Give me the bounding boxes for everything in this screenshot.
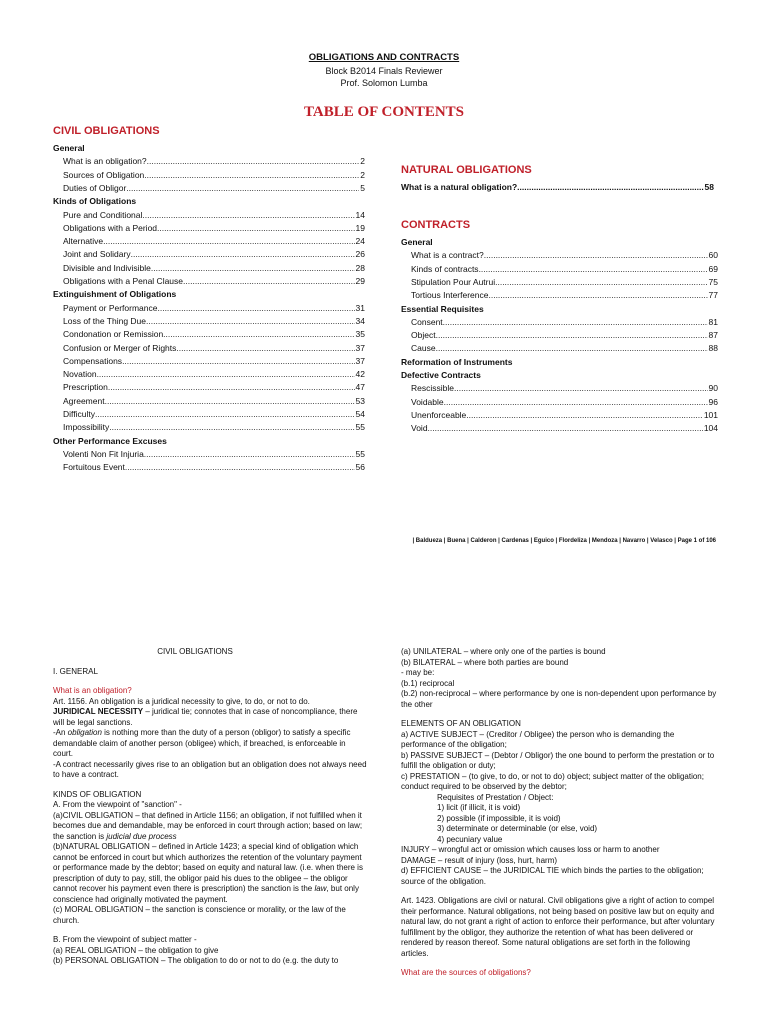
toc-entry-label: Fortuitous Event bbox=[63, 462, 125, 473]
toc-group-label: General bbox=[401, 237, 433, 247]
toc-entry-label: Alternative bbox=[63, 236, 104, 247]
toc-leader-dots bbox=[103, 236, 354, 246]
toc-leader-dots bbox=[109, 422, 354, 432]
toc-entry[interactable] bbox=[63, 409, 365, 419]
toc-leader-dots bbox=[122, 356, 354, 366]
toc-group-label: Defective Contracts bbox=[401, 370, 481, 380]
toc-entry-label: Duties of Obligor bbox=[63, 182, 127, 193]
toc-entry[interactable] bbox=[411, 410, 718, 420]
toc-leader-dots bbox=[142, 210, 354, 220]
natural-obligations-heading: NATURAL OBLIGATIONS bbox=[401, 164, 532, 176]
requisites-title: Requisites of Prestation / Object: bbox=[437, 792, 554, 802]
contracts-heading: CONTRACTS bbox=[401, 219, 471, 231]
toc-entry[interactable] bbox=[63, 183, 365, 193]
toc-group-label: Other Performance Excuses bbox=[53, 435, 167, 446]
toc-leader-dots bbox=[428, 423, 703, 433]
toc-entry-page: 29 bbox=[355, 276, 365, 286]
toc-entry-page: 42 bbox=[355, 369, 365, 380]
toc-leader-dots bbox=[466, 410, 703, 420]
toc-entry-label: Novation bbox=[63, 369, 97, 380]
toc-leader-dots bbox=[126, 183, 359, 193]
toc-leader-dots bbox=[157, 303, 354, 313]
page2-left-column bbox=[53, 647, 367, 967]
toc-leader-dots bbox=[176, 343, 354, 353]
toc-entry-page: 96 bbox=[708, 396, 718, 407]
toc-entry-label: Divisible and Indivisible bbox=[63, 262, 151, 273]
toc-entry[interactable] bbox=[63, 396, 365, 406]
document-author: Prof. Solomon Lumba bbox=[340, 78, 428, 88]
toc-entry[interactable] bbox=[411, 423, 718, 433]
toc-entry[interactable] bbox=[411, 383, 718, 393]
toc-entry[interactable]: What is a natural obligation? ..... 58 bbox=[401, 182, 714, 192]
toc-leader-dots bbox=[151, 263, 355, 273]
toc-title: TABLE OF CONTENTS bbox=[303, 104, 465, 120]
toc-entry[interactable] bbox=[63, 329, 365, 339]
subheading: ELEMENTS OF AN OBLIGATION bbox=[401, 719, 521, 728]
toc-entry-page: 14 bbox=[355, 209, 365, 220]
toc-entry-page: 31 bbox=[355, 302, 365, 313]
paragraph: (a) UNILATERAL – where only one of the parties is bound bbox=[401, 647, 606, 656]
toc-entry[interactable] bbox=[411, 397, 718, 407]
toc-leader-dots bbox=[125, 462, 355, 472]
toc-group-label: Kinds of Obligations bbox=[53, 196, 137, 207]
toc-group-label: General bbox=[53, 143, 85, 153]
document-subtitle: Block B2014 Finals Reviewer bbox=[325, 66, 443, 76]
toc-leader-dots bbox=[157, 223, 355, 233]
paragraph: d) EFFICIENT CAUSE – the JURIDICAL TIE which binds the parties to the obligation; source of the obligation. bbox=[401, 866, 704, 886]
toc-entry[interactable] bbox=[63, 156, 365, 166]
section-heading: I. GENERAL bbox=[53, 666, 98, 676]
question-heading: What are the sources of obligations? bbox=[401, 968, 531, 977]
toc-entry[interactable] bbox=[63, 263, 365, 273]
toc-entry-label: Joint and Solidary bbox=[63, 249, 131, 260]
toc-entry-label: Rescissible bbox=[411, 383, 454, 394]
toc-entry-page: 35 bbox=[355, 329, 365, 340]
paragraph: INJURY – wrongful act or omission which causes loss or harm to another bbox=[401, 845, 660, 854]
toc-entry[interactable] bbox=[411, 277, 718, 287]
paragraph: - may be: bbox=[401, 668, 435, 677]
toc-leader-dots bbox=[444, 397, 708, 407]
toc-entry-label: Unenforceable bbox=[411, 409, 467, 420]
requisite-item: 2) possible (if impossible, it is void) bbox=[437, 813, 561, 823]
toc-entry-label: Condonation or Remission bbox=[63, 329, 164, 340]
toc-leader-dots bbox=[147, 156, 360, 166]
toc-entry-page: 28 bbox=[355, 262, 365, 273]
toc-leader-dots bbox=[436, 343, 708, 353]
toc-entry-label: Pure and Conditional bbox=[63, 209, 143, 220]
requisite-item: 1) licit (if illicit, it is void) bbox=[437, 803, 521, 812]
toc-entry[interactable] bbox=[63, 276, 365, 286]
paragraph: (b) BILATERAL – where both parties are bound bbox=[401, 657, 569, 667]
paragraph: (b.1) reciprocal bbox=[401, 678, 455, 688]
toc-leader-dots bbox=[95, 409, 355, 419]
paragraph: (a) REAL OBLIGATION – the obligation to give bbox=[53, 945, 219, 955]
paragraph: (a)CIVIL OBLIGATION – that defined in Article 1156; an obligation, if not fulfilled when it becomes due and demandable, may be enforced in court through action; based on law; the sanction is judicial due process bbox=[53, 810, 363, 841]
toc-entry-label: Volenti Non Fit Injuria bbox=[63, 448, 144, 459]
paragraph: (c) MORAL OBLIGATION – the sanction is conscience or morality, or the law of the church. bbox=[53, 905, 346, 925]
toc-group-label: Essential Requisites bbox=[401, 303, 484, 314]
toc-entry[interactable] bbox=[63, 236, 365, 246]
toc-entry[interactable] bbox=[63, 369, 365, 379]
toc-leader-dots bbox=[144, 170, 359, 180]
toc-entry[interactable] bbox=[63, 249, 365, 259]
toc-entry[interactable] bbox=[63, 170, 365, 180]
toc-entry-label: Impossibility bbox=[63, 422, 110, 433]
toc-entry-page: 24 bbox=[355, 236, 365, 247]
toc-leader-dots bbox=[97, 369, 355, 379]
document-title: OBLIGATIONS AND CONTRACTS bbox=[308, 52, 460, 63]
toc-entry-label: Loss of the Thing Due bbox=[63, 315, 147, 326]
toc-entry-label: Payment or Performance bbox=[63, 302, 158, 313]
toc-entry[interactable] bbox=[411, 330, 718, 340]
toc-entry-page: 77 bbox=[708, 290, 718, 301]
page2-right-column bbox=[401, 647, 719, 979]
paragraph: -An obligation is nothing more than the duty of a person (obligor) to satisfy a specific demandable claim of another person (obligee) which, if breached, is enforceable in court. bbox=[53, 728, 351, 758]
toc-leader-dots bbox=[146, 316, 355, 326]
toc-entry-page: 88 bbox=[708, 343, 718, 354]
toc-leader-dots bbox=[163, 329, 354, 339]
toc-entry-page: 5 bbox=[360, 182, 365, 193]
toc-group-label: Extinguishment of Obligations bbox=[53, 289, 177, 300]
section-title: CIVIL OBLIGATIONS bbox=[157, 647, 233, 656]
paragraph: (b.2) non-reciprocal – where performance by one is non-dependent upon performance by the other bbox=[401, 689, 717, 709]
toc-leader-dots bbox=[144, 449, 355, 459]
toc-entry-page: 104 bbox=[703, 423, 718, 434]
toc-entry[interactable] bbox=[411, 317, 718, 327]
toc-entry-page: 37 bbox=[355, 342, 365, 353]
toc-entry-page: 34 bbox=[355, 315, 365, 326]
paragraph: -A contract necessarily gives rise to an obligation but an obligation does not always need to have a contract. bbox=[53, 759, 367, 779]
paragraph: (b) PERSONAL OBLIGATION – The obligation to do or not to do (e.g. the duty to bbox=[53, 956, 339, 965]
toc-entry-page: 75 bbox=[708, 276, 718, 287]
toc-entry-label: Obligations with a Penal Clause bbox=[63, 276, 184, 286]
toc-entry-page: 19 bbox=[355, 222, 365, 233]
toc-entry-page: 37 bbox=[355, 355, 365, 366]
toc-entry-page: 55 bbox=[355, 422, 365, 433]
toc-leader-dots bbox=[131, 249, 355, 259]
toc-leader-dots bbox=[183, 276, 355, 286]
toc-leader-dots bbox=[454, 383, 708, 393]
toc-entry-label: Confusion or Merger of Rights bbox=[63, 342, 177, 353]
toc-entry-page: 54 bbox=[355, 409, 365, 419]
toc-entry[interactable] bbox=[63, 449, 365, 459]
toc-entry[interactable] bbox=[63, 422, 365, 432]
toc-leader-dots bbox=[436, 330, 708, 340]
toc-entry-label: Obligations with a Period bbox=[63, 222, 158, 233]
toc-entry[interactable] bbox=[63, 303, 365, 313]
subheading: KINDS OF OBLIGATION bbox=[53, 789, 142, 799]
toc-entry-label: Consent bbox=[411, 316, 443, 327]
question-heading: What is an obligation? bbox=[53, 686, 132, 695]
toc-entry-label: Prescription bbox=[63, 382, 108, 393]
toc-entry[interactable] bbox=[411, 343, 718, 353]
toc-leader-dots bbox=[443, 317, 708, 327]
toc-entry-label: Void bbox=[411, 423, 428, 434]
toc-leader-dots bbox=[108, 382, 355, 392]
toc-entry-page: 2 bbox=[360, 156, 365, 167]
paragraph: DAMAGE – result of injury (loss, hurt, harm) bbox=[401, 855, 558, 865]
toc-entry-page: 56 bbox=[355, 462, 365, 473]
toc-leader-dots bbox=[479, 264, 708, 274]
toc-entry[interactable] bbox=[63, 462, 365, 472]
toc-entry-label: Kinds of contracts bbox=[411, 263, 479, 274]
toc-group-label: Reformation of Instruments bbox=[401, 356, 513, 367]
toc-entry-label: Object bbox=[411, 330, 436, 341]
toc-entry-page: 101 bbox=[703, 409, 718, 420]
paragraph: b) PASSIVE SUBJECT – (Debtor / Obligor) the one bound to perform the prestation or to fulfill the obligation or duty; bbox=[401, 750, 715, 770]
toc-entry-label: Compensations bbox=[63, 355, 123, 366]
toc-entry-page: 26 bbox=[355, 249, 365, 260]
toc-entry[interactable] bbox=[411, 290, 718, 300]
toc-entry[interactable] bbox=[63, 356, 365, 366]
requisite-item: 4) pecuniary value bbox=[437, 834, 503, 844]
toc-entry-label: Difficulty bbox=[63, 409, 95, 419]
toc-leader-dots bbox=[488, 290, 707, 300]
toc-entry[interactable] bbox=[63, 223, 365, 233]
toc-entry-page: 47 bbox=[355, 382, 365, 393]
toc-entry-page: 55 bbox=[355, 448, 365, 459]
civil-obligations-heading: CIVIL OBLIGATIONS bbox=[53, 125, 160, 137]
article-1423: Art. 1423. Obligations are civil or natural. Civil obligations give a right of action to compel their performance. Natural obligations, not being based on positive law but on equity and natural law, do not grant a right of action to enforce their performance, but after voluntary fulfillment by the obligor, they authorize the retention of what has been delivered or rendered by reason thereof. Some natural obligations are set forth in the following articles. bbox=[401, 896, 715, 958]
toc-entry-label: Voidable bbox=[411, 396, 444, 407]
toc-entry[interactable] bbox=[411, 250, 718, 260]
paragraph: JURIDICAL NECESSITY – juridical tie; connotes that in case of noncompliance, there will be legal sanctions. bbox=[53, 707, 358, 727]
article-1156: Art. 1156. An obligation is a juridical necessity to give, to do, or not to do. bbox=[53, 696, 310, 706]
toc-entry[interactable] bbox=[63, 316, 365, 326]
toc-entry-label: What is an obligation? bbox=[63, 156, 147, 167]
toc-entry[interactable] bbox=[411, 264, 718, 274]
toc-entry-label: Sources of Obligation bbox=[63, 169, 145, 180]
toc-leader-dots bbox=[105, 396, 355, 406]
toc-leader-dots bbox=[484, 250, 708, 260]
toc-leader-dots bbox=[495, 277, 707, 287]
toc-entry-label: What is a contract? bbox=[411, 250, 484, 261]
paragraph: (b)NATURAL OBLIGATION – defined in Article 1423; a special kind of obligation which cannot be enforced in court but which authorizes the retention of the voluntary payment or performance made by the debtor; based on equity and natural law. (i.e. when there is prescription of duty to pay, still, the obligor paid his dues to the obligee – the obligor cannot recover his payment even there is prescription) the sanction is the law, but only conscience had originally motivated the payment. bbox=[53, 842, 363, 904]
paragraph: a) ACTIVE SUBJECT – (Creditor / Obligee) the person who is demanding the performance of the obligation; bbox=[401, 729, 675, 749]
toc-entry-page: 2 bbox=[360, 169, 365, 180]
toc-entry[interactable] bbox=[63, 382, 365, 392]
toc-entry-label: Cause bbox=[411, 343, 436, 354]
subheading: B. From the viewpoint of subject matter - bbox=[53, 935, 197, 944]
toc-entry-label: Agreement bbox=[63, 395, 105, 406]
toc-entry-page: 81 bbox=[708, 316, 718, 327]
toc-entry[interactable] bbox=[63, 210, 365, 220]
toc-entry-label: Stipulation Pour Autrui bbox=[411, 276, 496, 287]
toc-entry-page: 53 bbox=[355, 395, 365, 406]
requisite-item: 3) determinate or determinable (or else, void) bbox=[437, 824, 598, 833]
toc-entry-page: 90 bbox=[708, 383, 718, 394]
page-footer: | Baldueza | Buena | Calderon | Cardenas | Eguico | Flordeliza | Mendoza | Navarro | Velasco | Page 1 of 106 bbox=[412, 538, 716, 544]
toc-entry-label: Tortious Interference bbox=[411, 290, 489, 301]
toc-entry[interactable] bbox=[63, 343, 365, 353]
toc-entry-page: 69 bbox=[708, 263, 718, 274]
paragraph: c) PRESTATION – (to give, to do, or not to do) object; subject matter of the obligation; conduct required to be observed by the debtor; bbox=[401, 771, 704, 791]
toc-entry-page: 87 bbox=[708, 330, 718, 341]
toc-entry-page: 60 bbox=[708, 250, 718, 261]
subheading: A. From the viewpoint of "sanction" - bbox=[53, 800, 182, 809]
